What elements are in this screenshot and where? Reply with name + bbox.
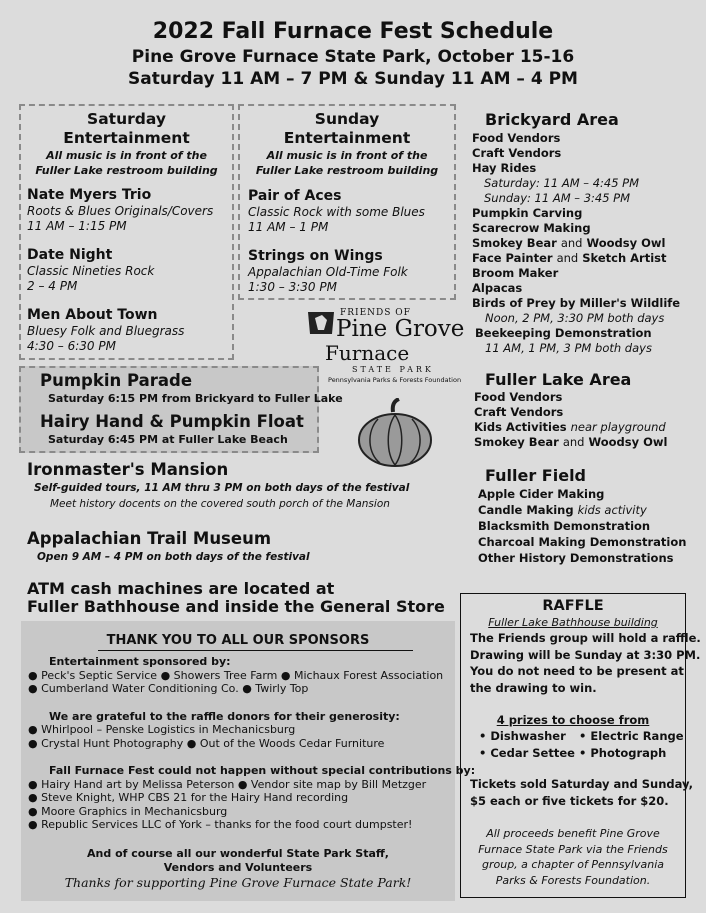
logo-state-park: STATE PARK — [352, 365, 434, 374]
sunday-act-1 — [248, 187, 425, 235]
list-item: Food Vendors — [472, 131, 561, 145]
saturday-act-3 — [27, 306, 184, 354]
pumpkin-parade — [40, 371, 343, 406]
pumpkin-parade-time: Saturday 6:15 PM from Brickyard to Fuller Lake — [48, 392, 343, 405]
list-item: Sunday: 11 AM – 3:45 PM — [484, 191, 631, 205]
saturday-heading — [19, 110, 234, 178]
prize-item: • Electric Range — [579, 729, 684, 743]
raffle-text: Furnace State Park via the Friends — [478, 842, 668, 856]
list-item: Alpacas — [472, 281, 523, 295]
museum-title: Appalachian Trail Museum — [27, 529, 272, 548]
saturday-title: Saturday — [87, 110, 166, 128]
sponsor-special-line-1: ● Hairy Hand art by Melissa Peterson ● Vendor site map by Bill Metzger — [28, 777, 427, 791]
sponsor-ent-line-2: ● Cumberland Water Conditioning Co. ● Twirly Top — [28, 682, 309, 695]
list-item: Kids Activities near playground — [474, 420, 666, 434]
hairy-hand-time: Saturday 6:45 PM at Fuller Lake Beach — [48, 433, 288, 446]
brickyard-area — [472, 109, 680, 356]
museum-line-1: Open 9 AM – 4 PM on both days of the festival — [37, 551, 310, 563]
act-desc: Classic Nineties Rock — [27, 264, 155, 278]
act-desc: Appalachian Old-Time Folk — [248, 265, 408, 279]
raffle-prizes — [479, 728, 684, 761]
page-title: 2022 Fall Furnace Fest Schedule — [152, 19, 554, 44]
saturday-act-1 — [27, 186, 213, 234]
sponsor-raffle-line-2: ● Crystal Hunt Photography ● Out of the Woods Cedar Furniture — [28, 736, 385, 750]
pennsylvania-keystone-icon — [306, 310, 336, 336]
brickyard-title: Brickyard Area — [485, 110, 619, 129]
list-item: Craft Vendors — [474, 405, 564, 419]
list-item: Scarecrow Making — [472, 221, 591, 235]
mansion-line-1: Self-guided tours, 11 AM thru 3 PM on both days of the festival — [34, 482, 410, 494]
sponsor-raffle-line-1: ● Whirlpool – Penske Logistics in Mechanicsburg — [28, 723, 296, 736]
raffle-benefit — [460, 826, 686, 888]
raffle-text: $5 each or five tickets for $20. — [470, 793, 669, 808]
raffle-title: RAFFLE — [542, 598, 604, 614]
sponsors-title-rule — [98, 650, 413, 651]
hairy-hand-title: Hairy Hand & Pumpkin Float — [40, 412, 304, 431]
act-name: Pair of Aces — [248, 188, 342, 204]
sponsor-raffle-head: We are grateful to the raffle donors for their generosity: — [49, 709, 400, 723]
raffle-text: All proceeds benefit Pine Grove — [486, 827, 660, 840]
page-subtitle: Pine Grove Furnace State Park, October 15-16 — [131, 47, 575, 67]
act-time: 1:30 – 3:30 PM — [248, 280, 337, 294]
list-item: Beekeeping Demonstration — [475, 326, 652, 340]
list-item: Hay Rides — [472, 161, 537, 175]
sponsor-special-line-4: ● Republic Services LLC of York – thanks for the food court dumpster! — [28, 818, 413, 831]
list-item: Smokey Bear and Woodsy Owl — [474, 435, 668, 449]
list-item: Saturday: 11 AM – 4:45 PM — [484, 176, 640, 190]
hairy-hand-float — [40, 412, 304, 447]
raffle-text: Parks & Forests Foundation. — [495, 873, 651, 887]
fuller-field-title: Fuller Field — [485, 466, 587, 485]
fuller-field-area — [478, 465, 686, 566]
act-name: Men About Town — [27, 307, 158, 323]
atm-notice — [27, 580, 445, 616]
list-item: Other History Demonstrations — [478, 551, 674, 565]
sunday-act-2 — [248, 247, 408, 295]
list-item: Birds of Prey by Miller's Wildlife — [472, 296, 681, 310]
list-item: Candle Making kids activity — [478, 503, 647, 517]
raffle-location: Fuller Lake Bathhouse building — [488, 616, 658, 629]
sponsor-special-head: Fall Furnace Fest could not happen without special contributions by: — [49, 764, 476, 777]
sunday-heading — [238, 110, 456, 178]
raffle-text: group, a chapter of Pennsylvania — [481, 858, 665, 871]
sunday-title: Sunday — [314, 110, 380, 128]
sunday-note-2: Fuller Lake restroom building — [255, 164, 439, 177]
logo-furnace: Furnace — [325, 341, 410, 365]
saturday-note-2: Fuller Lake restroom building — [35, 164, 218, 177]
festival-hours: Saturday 11 AM – 7 PM & Sunday 11 AM – 4 PM — [128, 69, 578, 89]
list-item: Smokey Bear and Woodsy Owl — [472, 236, 666, 250]
pumpkin-icon — [356, 398, 434, 468]
list-item: Food Vendors — [474, 390, 563, 404]
act-desc: Bluesy Folk and Bluegrass — [27, 324, 185, 338]
trail-museum — [27, 528, 310, 565]
logo-foundation: Pennsylvania Parks & Forests Foundation — [328, 376, 462, 384]
raffle-text: Drawing will be Sunday at 3:30 PM. — [470, 647, 701, 662]
sponsor-ent-head: Entertainment sponsored by: — [49, 655, 231, 668]
list-item: Face Painter and Sketch Artist — [472, 251, 667, 265]
act-time: 11 AM – 1 PM — [248, 220, 329, 234]
list-item: Noon, 2 PM, 3:30 PM both days — [485, 311, 665, 325]
list-item: 11 AM, 1 PM, 3 PM both days — [485, 341, 652, 355]
prize-item: • Dishwasher — [479, 729, 566, 743]
list-item: Craft Vendors — [472, 146, 562, 160]
saturday-act-2 — [27, 246, 154, 294]
sunday-title-2: Entertainment — [283, 129, 411, 147]
raffle-tickets — [470, 776, 693, 809]
sunday-note: All music is in front of the — [266, 149, 428, 162]
raffle-prizes-head: 4 prizes to choose from — [496, 713, 650, 727]
sponsor-special-line-3: ● Moore Graphics in Mechanicsburg — [28, 804, 228, 818]
list-item: Apple Cider Making — [478, 487, 605, 501]
sponsors-content — [28, 655, 475, 832]
fuller-lake-title: Fuller Lake Area — [485, 370, 632, 389]
raffle-text: the drawing to win. — [470, 680, 597, 695]
logo-pine-grove: Pine Grove — [336, 316, 465, 342]
raffle-heading — [460, 597, 686, 629]
saturday-note: All music is in front of the — [46, 149, 207, 162]
list-item: Pumpkin Carving — [472, 206, 583, 220]
list-item: Broom Maker — [472, 266, 559, 280]
raffle-details — [470, 630, 701, 696]
sponsor-special-line-2: ● Steve Knight, WHP CBS 21 for the Hairy Hand recording — [28, 791, 349, 804]
sponsor-ent-line-1: ● Peck's Septic Service ● Showers Tree Farm ● Michaux Forest Association — [28, 668, 444, 682]
act-name: Nate Myers Trio — [27, 187, 152, 203]
raffle-text: The Friends group will hold a raffle. — [470, 631, 701, 645]
act-time: 11 AM – 1:15 PM — [27, 219, 127, 233]
mansion-title: Ironmaster's Mansion — [27, 460, 229, 479]
fuller-lake-area — [474, 369, 667, 450]
page-header — [0, 18, 706, 90]
logo-friends-of: FRIENDS OF — [340, 308, 411, 318]
sponsors-thanks: Thanks for supporting Pine Grove Furnace State Park! — [64, 875, 412, 890]
sponsors-title: THANK YOU TO ALL OUR SPONSORS — [106, 633, 370, 648]
list-item: Charcoal Making Demonstration — [478, 535, 687, 549]
act-desc: Roots & Blues Originals/Covers — [27, 204, 214, 218]
atm-line-1: ATM cash machines are located at — [27, 579, 335, 598]
list-item: Blacksmith Demonstration — [478, 519, 651, 533]
act-name: Date Night — [27, 247, 113, 263]
act-name: Strings on Wings — [248, 248, 383, 264]
atm-line-2: Fuller Bathhouse and inside the General Store — [27, 597, 445, 616]
raffle-text: Tickets sold Saturday and Sunday, — [470, 777, 693, 791]
staff-line-2: Vendors and Volunteers — [163, 860, 313, 874]
prize-item: • Cedar Settee — [479, 745, 575, 760]
mansion-line-2: Meet history docents on the covered south porch of the Mansion — [50, 498, 390, 510]
staff-line-1: And of course all our wonderful State Park Staff, — [87, 847, 389, 860]
act-time: 2 – 4 PM — [27, 279, 78, 293]
act-time: 4:30 – 6:30 PM — [27, 339, 116, 353]
raffle-text: You do not need to be present at — [470, 664, 684, 678]
prize-item: • Photograph — [579, 745, 667, 760]
ironmaster-mansion — [27, 459, 409, 512]
act-desc: Classic Rock with some Blues — [248, 205, 425, 219]
saturday-title-2: Entertainment — [63, 129, 190, 147]
pumpkin-parade-title: Pumpkin Parade — [40, 371, 193, 390]
sponsors-staff — [21, 847, 455, 892]
